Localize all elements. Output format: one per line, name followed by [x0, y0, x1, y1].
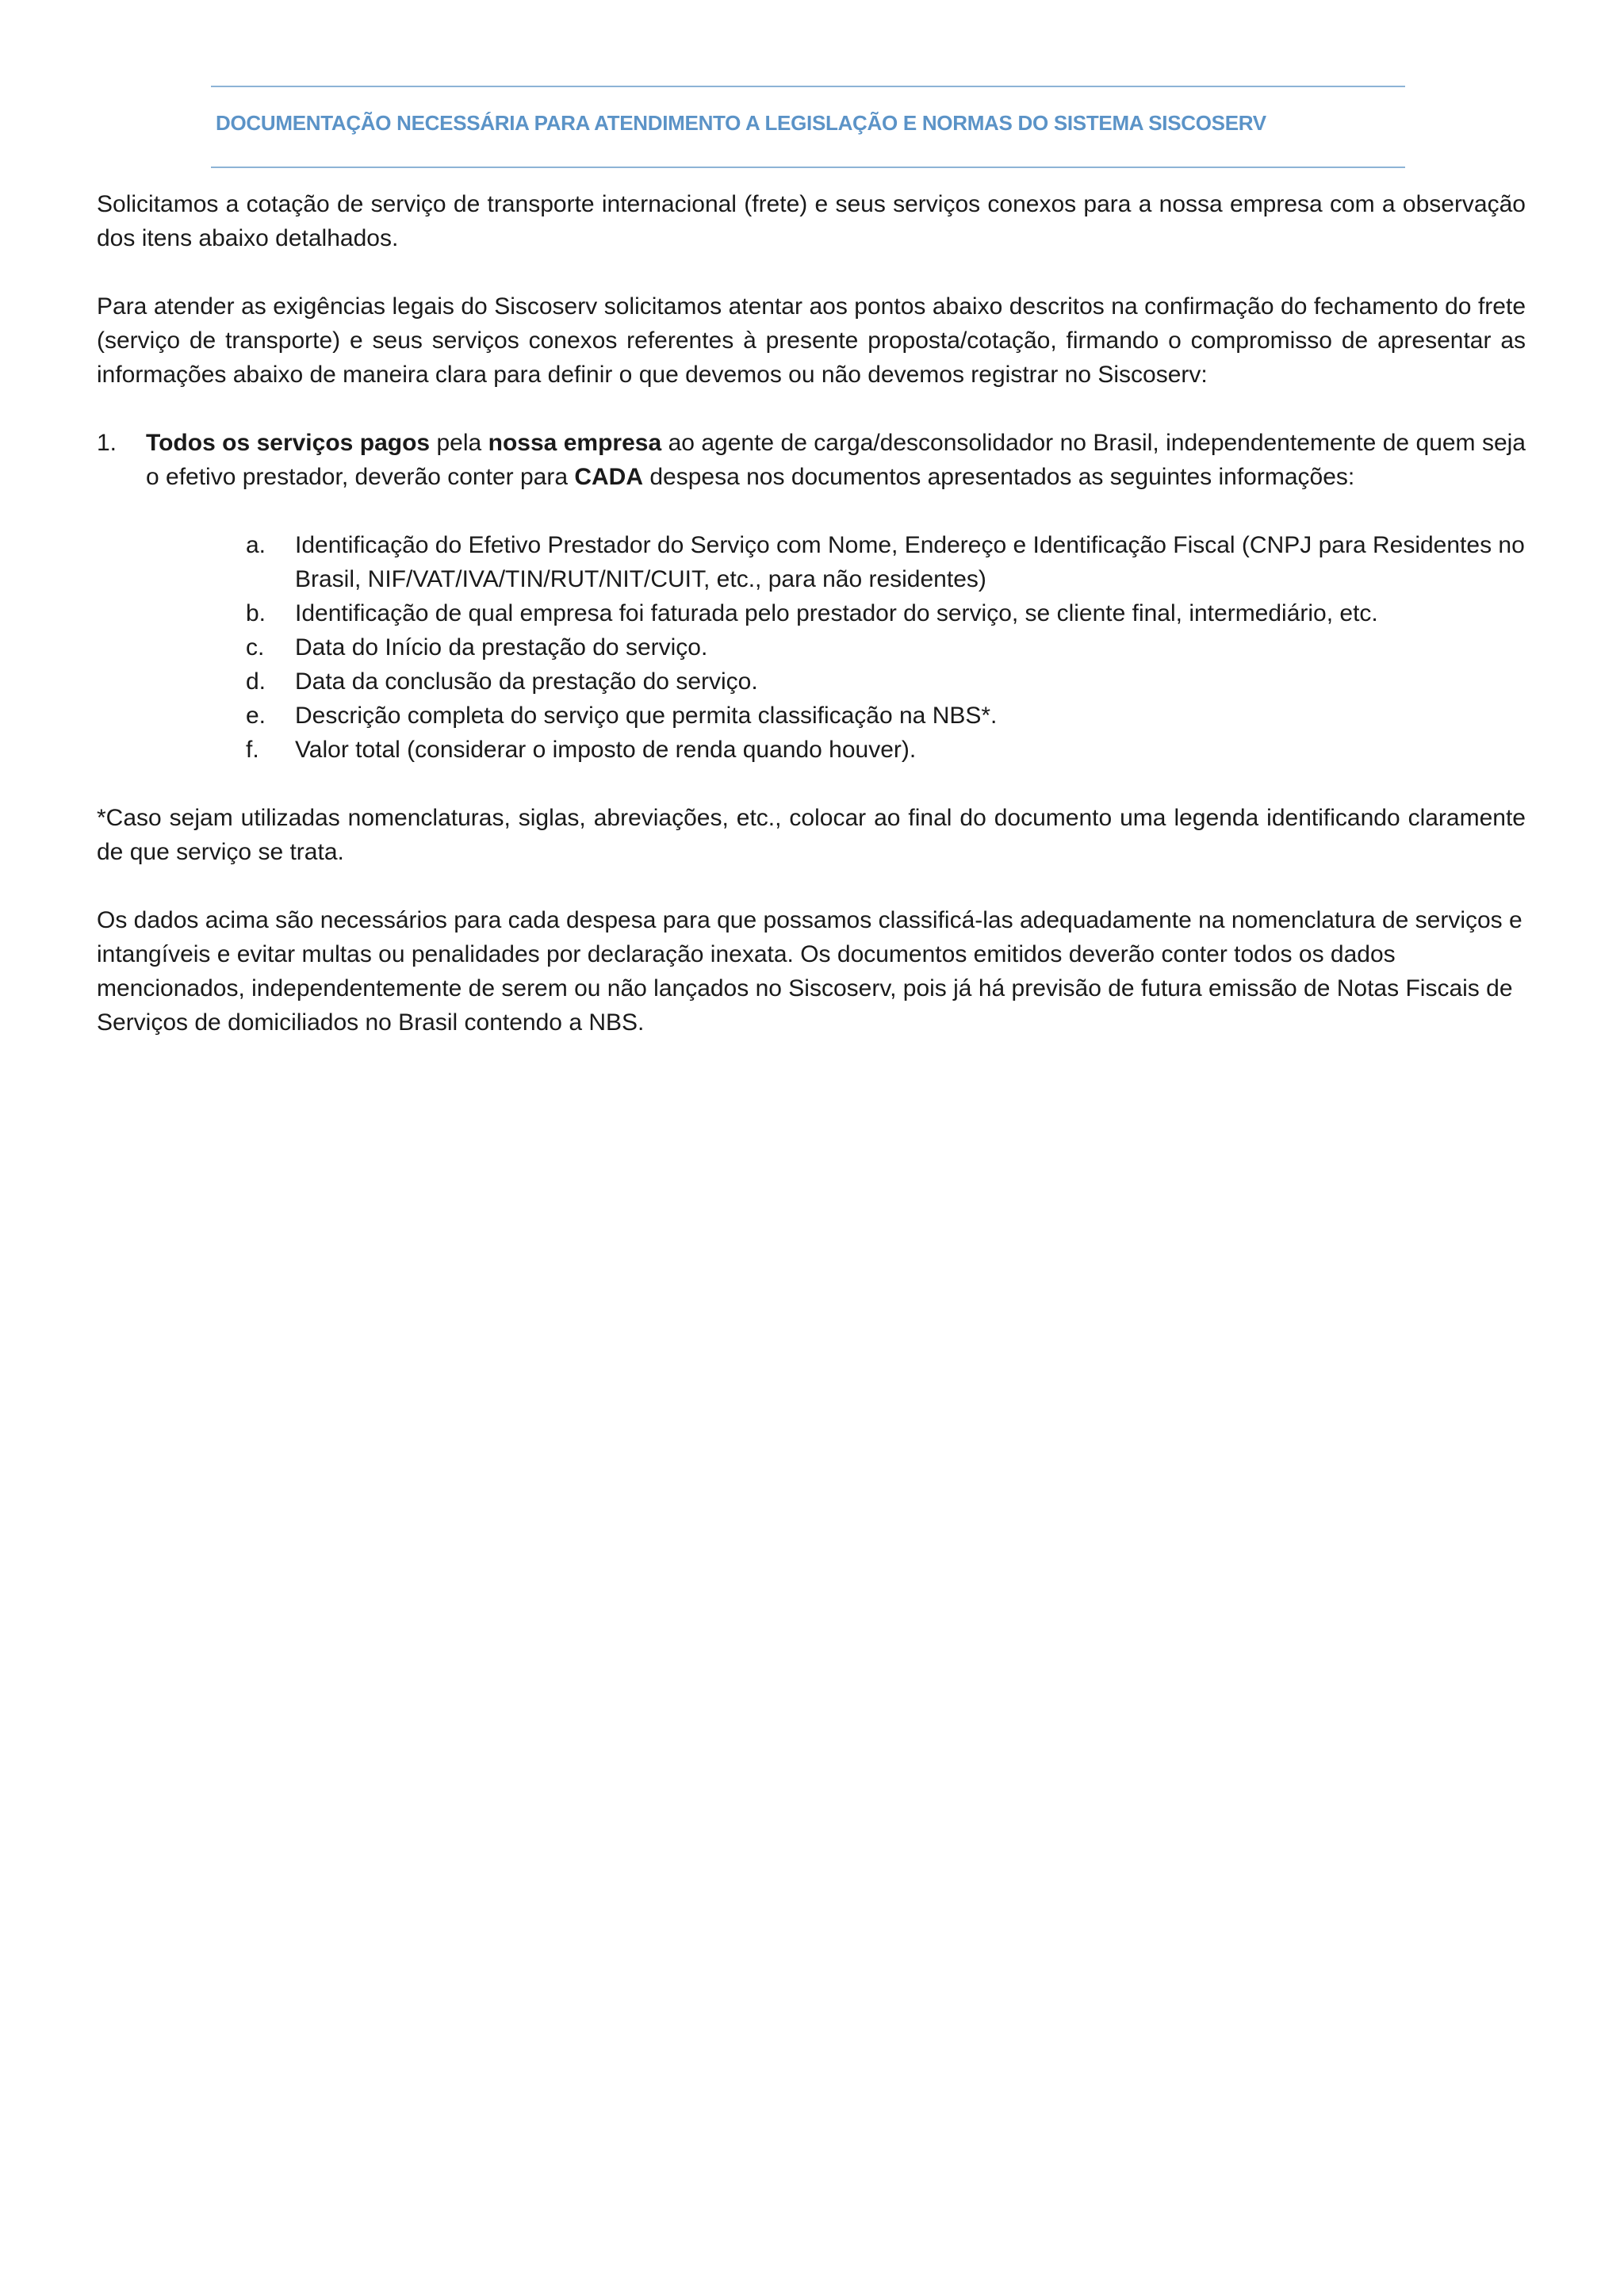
intro-paragraph: Solicitamos a cotação de serviço de transporte internacional (frete) e seus serviços conexos para a nossa empresa com a observação dos itens abaixo detalhados. [97, 191, 1526, 251]
item-text-2: ao agente de carga/desconsolidador no Brasil, independentemente de quem seja o efetivo prestador, deverão conter para [146, 430, 1526, 490]
list-item [246, 596, 1526, 630]
required-information-list [246, 528, 1526, 767]
list-item [246, 699, 1526, 733]
list-item-letter: f. [246, 737, 259, 763]
list-item [246, 630, 1526, 664]
header-top-rule [211, 86, 1405, 87]
item-body [146, 426, 1526, 494]
list-item-letter: a. [246, 532, 266, 558]
item-text-3: despesa nos documentos apresentados as seguintes informações: [643, 464, 1355, 490]
item-text-1: pela [430, 430, 488, 456]
header-bottom-rule [211, 167, 1405, 168]
list-item-text: Descrição completa do serviço que permita classificação na NBS*. [295, 703, 998, 729]
list-item-letter: b. [246, 600, 266, 626]
closing-paragraph: Os dados acima são necessários para cada despesa para que possamos classificá-las adequadamente na nomenclatura de serviços e intangíveis e evitar multas ou penalidades por declaração inexata. Os documentos emitidos deverão conter todos os dados mencionados, independentemente de serem ou não lançados no Siscoserv, pois já há previsão de futura emissão de Notas Fiscais de Serviços de domiciliados no Brasil contendo a NBS. [97, 907, 1522, 1036]
requirements-paragraph: Para atender as exigências legais do Siscoserv solicitamos atentar aos pontos abaixo descritos na confirmação do fechamento do frete (serviço de transporte) e seus serviços conexos referentes à presente proposta/cotação, firmando o compromisso de apresentar as informações abaixo de maneira clara para definir o que devemos ou não devemos registrar no Siscoserv: [97, 293, 1526, 388]
list-item-letter: c. [246, 634, 265, 661]
list-item [246, 528, 1526, 596]
item-bold-our-company: nossa empresa [488, 430, 662, 456]
list-item-text: Valor total (considerar o imposto de renda quando houver). [295, 737, 917, 763]
list-item-text: Data da conclusão da prestação do serviço. [295, 668, 758, 695]
list-item-letter: e. [246, 703, 266, 729]
list-item-letter: d. [246, 668, 266, 695]
list-item-text: Identificação de qual empresa foi faturada pelo prestador do serviço, se cliente final, intermediário, etc. [295, 600, 1378, 626]
footnote-paragraph: *Caso sejam utilizadas nomenclaturas, siglas, abreviações, etc., colocar ao final do documento uma legenda identificando claramente de que serviço se trata. [97, 805, 1526, 865]
item-bold-each: CADA [574, 464, 644, 490]
document-body [97, 187, 1526, 1074]
list-item [246, 664, 1526, 699]
list-item-text: Data do Início da prestação do serviço. [295, 634, 708, 661]
list-item-text: Identificação do Efetivo Prestador do Serviço com Nome, Endereço e Identificação Fiscal (CNPJ para Residentes no Brasil, NIF/VAT/IVA/TIN/RUT/NIT/CUIT, etc., para não residentes) [295, 532, 1525, 592]
list-item [246, 733, 1526, 767]
item-number: 1. [97, 430, 117, 456]
item-bold-all-services: Todos os serviços pagos [146, 430, 431, 456]
numbered-item-1 [97, 426, 1526, 494]
document-header-title: DOCUMENTAÇÃO NECESSÁRIA PARA ATENDIMENTO A LEGISLAÇÃO E NORMAS DO SISTEMA SISCOSERV [216, 111, 1266, 135]
